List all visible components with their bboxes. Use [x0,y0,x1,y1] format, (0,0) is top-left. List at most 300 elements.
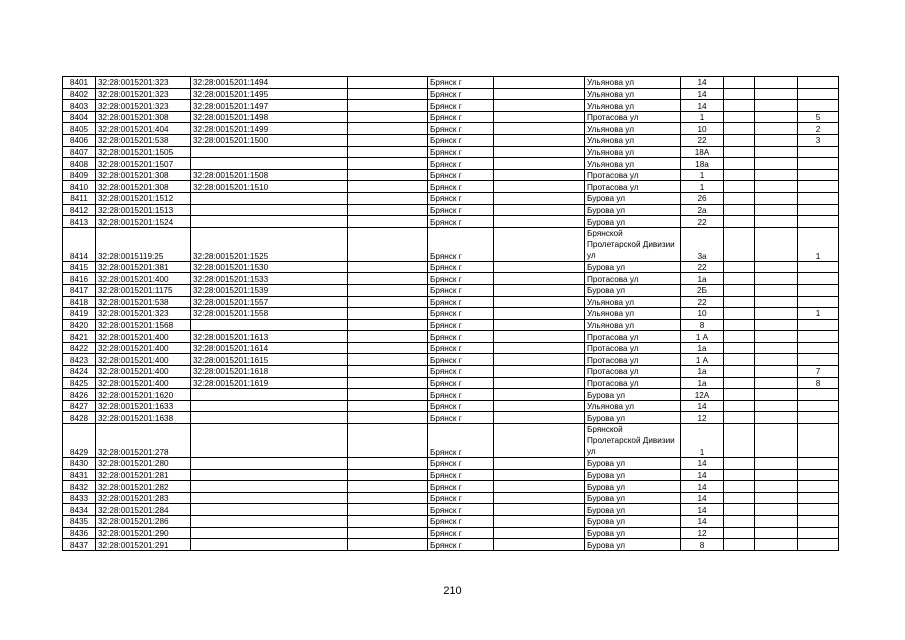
cell-street: Ульянова ул [585,400,681,412]
cell-object-number [191,458,348,470]
cell-apartment: 3 [798,134,839,146]
cell-row-number: 8403 [63,100,96,112]
cell-apartment [798,469,839,481]
cell-col-empty-b [494,100,585,112]
cell-col-empty-b [494,458,585,470]
cell-street: Бурова ул [585,192,681,204]
cell-row-number: 8404 [63,111,96,123]
cell-col-empty-b [494,261,585,273]
cell-col-empty-a [348,146,428,158]
cell-city: Брянск г [428,77,494,89]
cell-cadastral-number: 32:28:0015201:400 [96,377,191,389]
cell-col-empty-c [724,504,755,516]
cell-city: Брянск г [428,216,494,228]
table-row [63,216,839,228]
table-row [63,504,839,516]
cell-row-number: 8431 [63,469,96,481]
cell-apartment: 2 [798,123,839,135]
cell-street: Бурова ул [585,458,681,470]
cell-col-empty-b [494,273,585,285]
cell-col-empty-d [755,158,798,170]
cell-cadastral-number: 32:28:0015201:323 [96,77,191,89]
cell-cadastral-number: 32:28:0015201:1505 [96,146,191,158]
table-row [63,308,839,320]
cell-col-empty-c [724,111,755,123]
cell-col-empty-b [494,354,585,366]
cell-apartment [798,169,839,181]
cell-house: 22 [681,296,724,308]
cell-col-empty-b [494,492,585,504]
cell-col-empty-c [724,516,755,528]
cell-house: 14 [681,469,724,481]
cell-house: 12 [681,527,724,539]
table-row [63,111,839,123]
table-row [63,88,839,100]
cell-col-empty-c [724,273,755,285]
cell-city: Брянск г [428,273,494,285]
cell-row-number: 8437 [63,539,96,551]
cell-col-empty-a [348,111,428,123]
cell-col-empty-b [494,539,585,551]
cell-street: Бурова ул [585,469,681,481]
cell-apartment [798,539,839,551]
cell-col-empty-d [755,516,798,528]
cell-cadastral-number: 32:28:0015201:308 [96,169,191,181]
cell-object-number: 32:28:0015201:1500 [191,134,348,146]
cell-street: Ульянова ул [585,100,681,112]
cell-city: Брянск г [428,389,494,401]
cell-col-empty-a [348,366,428,378]
cell-col-empty-d [755,527,798,539]
cell-street: Брянской Пролетарской Дивизии ул [585,227,681,261]
cell-col-empty-c [724,123,755,135]
cell-object-number: 32:28:0015201:1530 [191,261,348,273]
cell-col-empty-b [494,169,585,181]
cell-row-number: 8416 [63,273,96,285]
cell-row-number: 8436 [63,527,96,539]
cell-object-number: 32:28:0015201:1533 [191,273,348,285]
cell-apartment [798,319,839,331]
cell-city: Брянск г [428,424,494,458]
cell-cadastral-number: 32:28:0015201:1524 [96,216,191,228]
cell-street: Протасова ул [585,366,681,378]
table-row [63,469,839,481]
cell-col-empty-a [348,424,428,458]
cell-house: 1а [681,377,724,389]
cell-house: 2а [681,204,724,216]
cell-apartment [798,458,839,470]
cell-col-empty-c [724,100,755,112]
cell-house: 1а [681,366,724,378]
cell-col-empty-c [724,412,755,424]
cell-col-empty-d [755,296,798,308]
cell-row-number: 8429 [63,424,96,458]
cell-apartment [798,261,839,273]
cell-street: Протасова ул [585,331,681,343]
table-row [63,492,839,504]
cell-street: Брянской Пролетарской Дивизии ул [585,424,681,458]
cell-cadastral-number: 32:28:0015201:1620 [96,389,191,401]
cell-apartment: 5 [798,111,839,123]
cell-col-empty-b [494,331,585,343]
cell-col-empty-b [494,366,585,378]
cell-col-empty-a [348,192,428,204]
cell-object-number: 32:28:0015201:1619 [191,377,348,389]
cell-city: Брянск г [428,111,494,123]
cell-apartment [798,492,839,504]
cell-street: Ульянова ул [585,123,681,135]
cell-col-empty-d [755,77,798,89]
cell-col-empty-a [348,504,428,516]
cell-col-empty-b [494,504,585,516]
cell-row-number: 8424 [63,366,96,378]
cell-col-empty-a [348,389,428,401]
cell-col-empty-a [348,284,428,296]
cell-street: Бурова ул [585,481,681,493]
cell-house: 14 [681,492,724,504]
cell-cadastral-number: 32:28:0015201:538 [96,134,191,146]
table-row [63,377,839,389]
cell-col-empty-c [724,261,755,273]
cell-col-empty-d [755,308,798,320]
cell-col-empty-b [494,216,585,228]
cell-col-empty-b [494,227,585,261]
cell-cadastral-number: 32:28:0015201:538 [96,296,191,308]
cell-city: Брянск г [428,481,494,493]
cell-cadastral-number: 32:28:0015201:400 [96,354,191,366]
cell-col-empty-c [724,319,755,331]
cell-object-number [191,492,348,504]
cell-house: 14 [681,504,724,516]
cell-house: 14 [681,100,724,112]
cell-col-empty-c [724,458,755,470]
cell-cadastral-number: 32:28:0015201:308 [96,181,191,193]
cell-city: Брянск г [428,296,494,308]
cell-object-number [191,516,348,528]
cell-street: Ульянова ул [585,88,681,100]
cell-apartment [798,331,839,343]
cell-street: Протасова ул [585,273,681,285]
cell-city: Брянск г [428,319,494,331]
table-row [63,100,839,112]
cell-city: Брянск г [428,492,494,504]
cell-city: Брянск г [428,123,494,135]
cell-cadastral-number: 32:28:0015201:291 [96,539,191,551]
cell-cadastral-number: 32:28:0015201:286 [96,516,191,528]
cell-city: Брянск г [428,504,494,516]
cell-apartment: 7 [798,366,839,378]
cell-col-empty-a [348,412,428,424]
cell-cadastral-number: 32:28:0015201:1633 [96,400,191,412]
table-row [63,366,839,378]
cell-col-empty-c [724,134,755,146]
cell-col-empty-a [348,204,428,216]
cell-col-empty-d [755,100,798,112]
cell-object-number [191,539,348,551]
table-row [63,204,839,216]
cell-col-empty-a [348,492,428,504]
cell-row-number: 8430 [63,458,96,470]
cell-col-empty-a [348,400,428,412]
cell-apartment [798,412,839,424]
cell-house: 18а [681,158,724,170]
cell-col-empty-b [494,308,585,320]
cell-house: 14 [681,400,724,412]
cell-city: Брянск г [428,134,494,146]
cell-house: 12А [681,389,724,401]
cell-col-empty-d [755,504,798,516]
cell-col-empty-a [348,458,428,470]
table-row [63,424,839,458]
cell-house: 10 [681,123,724,135]
cell-col-empty-b [494,134,585,146]
cell-col-empty-a [348,308,428,320]
cell-city: Брянск г [428,204,494,216]
cell-col-empty-d [755,169,798,181]
cell-city: Брянск г [428,192,494,204]
cell-city: Брянск г [428,331,494,343]
cell-col-empty-d [755,284,798,296]
cell-street: Протасова ул [585,181,681,193]
cell-col-empty-c [724,146,755,158]
table-row [63,261,839,273]
cell-house: 8 [681,539,724,551]
cell-col-empty-d [755,389,798,401]
cell-row-number: 8432 [63,481,96,493]
cell-house: 2Б [681,284,724,296]
cell-street: Бурова ул [585,516,681,528]
cell-street: Ульянова ул [585,319,681,331]
cell-street: Ульянова ул [585,158,681,170]
cell-house: 1 А [681,354,724,366]
cell-col-empty-c [724,366,755,378]
cell-col-empty-a [348,319,428,331]
cell-row-number: 8435 [63,516,96,528]
cell-object-number [191,389,348,401]
cell-col-empty-b [494,284,585,296]
cell-col-empty-c [724,169,755,181]
cell-city: Брянск г [428,458,494,470]
cell-col-empty-b [494,527,585,539]
cell-col-empty-c [724,400,755,412]
cell-apartment [798,284,839,296]
cell-row-number: 8427 [63,400,96,412]
cell-cadastral-number: 32:28:0015201:283 [96,492,191,504]
cell-object-number: 32:28:0015201:1494 [191,77,348,89]
cell-col-empty-d [755,88,798,100]
cell-cadastral-number: 32:28:0015201:1507 [96,158,191,170]
table-row [63,412,839,424]
cell-apartment: 8 [798,377,839,389]
cell-row-number: 8405 [63,123,96,135]
cell-street: Бурова ул [585,492,681,504]
cell-house: 14 [681,77,724,89]
cell-col-empty-c [724,204,755,216]
cell-col-empty-a [348,296,428,308]
cell-object-number [191,319,348,331]
cell-object-number: 32:28:0015201:1557 [191,296,348,308]
cell-col-empty-a [348,527,428,539]
cell-city: Брянск г [428,539,494,551]
cell-row-number: 8410 [63,181,96,193]
table-row [63,331,839,343]
cell-col-empty-a [348,169,428,181]
cell-row-number: 8428 [63,412,96,424]
cell-house: 22 [681,134,724,146]
cell-col-empty-a [348,539,428,551]
cell-col-empty-b [494,77,585,89]
cell-col-empty-b [494,389,585,401]
table-row [63,354,839,366]
cell-row-number: 8413 [63,216,96,228]
cell-house: 22 [681,261,724,273]
cell-object-number [191,527,348,539]
cell-col-empty-b [494,481,585,493]
cell-row-number: 8419 [63,308,96,320]
cell-row-number: 8433 [63,492,96,504]
cell-apartment [798,354,839,366]
cell-row-number: 8422 [63,342,96,354]
cell-city: Брянск г [428,146,494,158]
cell-object-number: 32:28:0015201:1615 [191,354,348,366]
cell-house: 1а [681,342,724,354]
cell-house: 1 [681,424,724,458]
cell-object-number: 32:28:0015201:1558 [191,308,348,320]
table-row [63,481,839,493]
cell-object-number [191,412,348,424]
cell-house: 3а [681,227,724,261]
cell-object-number: 32:28:0015201:1614 [191,342,348,354]
cell-apartment [798,296,839,308]
cell-object-number: 32:28:0015201:1613 [191,331,348,343]
cell-col-empty-c [724,539,755,551]
cell-col-empty-c [724,88,755,100]
cell-apartment [798,481,839,493]
cell-col-empty-d [755,331,798,343]
cell-object-number [191,146,348,158]
cell-object-number [191,192,348,204]
cell-col-empty-b [494,469,585,481]
cell-col-empty-c [724,424,755,458]
table-body [63,77,839,551]
cell-apartment [798,100,839,112]
cell-object-number: 32:28:0015201:1497 [191,100,348,112]
cell-street: Протасова ул [585,111,681,123]
cell-col-empty-d [755,146,798,158]
table-row [63,227,839,261]
table-row [63,284,839,296]
page-number: 210 [443,585,462,597]
cell-row-number: 8414 [63,227,96,261]
cell-col-empty-c [724,481,755,493]
cell-col-empty-b [494,424,585,458]
cell-col-empty-a [348,77,428,89]
cell-street: Ульянова ул [585,134,681,146]
cell-row-number: 8418 [63,296,96,308]
cell-street: Ульянова ул [585,146,681,158]
cell-col-empty-a [348,342,428,354]
cell-col-empty-d [755,481,798,493]
cell-col-empty-b [494,412,585,424]
cell-city: Брянск г [428,88,494,100]
cell-object-number: 32:28:0015201:1498 [191,111,348,123]
cell-col-empty-d [755,377,798,389]
table-row [63,400,839,412]
cell-street: Протасова ул [585,342,681,354]
cell-col-empty-b [494,146,585,158]
cell-apartment [798,504,839,516]
cell-col-empty-c [724,296,755,308]
cell-cadastral-number: 32:28:0015201:290 [96,527,191,539]
cell-apartment [798,527,839,539]
cell-street: Бурова ул [585,204,681,216]
table-row [63,158,839,170]
cell-cadastral-number: 32:28:0015201:1638 [96,412,191,424]
cell-city: Брянск г [428,284,494,296]
cell-row-number: 8420 [63,319,96,331]
cell-object-number [191,481,348,493]
cell-apartment [798,216,839,228]
cell-city: Брянск г [428,354,494,366]
cell-col-empty-a [348,469,428,481]
cell-city: Брянск г [428,342,494,354]
cell-row-number: 8409 [63,169,96,181]
cell-col-empty-d [755,354,798,366]
cell-object-number: 32:28:0015201:1510 [191,181,348,193]
cell-apartment [798,204,839,216]
cell-house: 14 [681,458,724,470]
cell-cadastral-number: 32:28:0015201:400 [96,366,191,378]
register-table [62,76,839,551]
cell-col-empty-b [494,111,585,123]
cell-col-empty-d [755,492,798,504]
cell-col-empty-c [724,389,755,401]
cell-col-empty-a [348,216,428,228]
cell-street: Бурова ул [585,389,681,401]
cell-col-empty-b [494,516,585,528]
cell-col-empty-c [724,331,755,343]
cell-row-number: 8411 [63,192,96,204]
cell-col-empty-c [724,284,755,296]
cell-col-empty-d [755,366,798,378]
cell-city: Брянск г [428,158,494,170]
cell-row-number: 8426 [63,389,96,401]
cell-apartment [798,146,839,158]
cell-apartment [798,192,839,204]
cell-object-number [191,469,348,481]
cell-row-number: 8421 [63,331,96,343]
table-row [63,527,839,539]
cell-apartment [798,88,839,100]
cell-house: 26 [681,192,724,204]
cell-col-empty-b [494,319,585,331]
cell-col-empty-c [724,227,755,261]
cell-house: 10 [681,308,724,320]
cell-city: Брянск г [428,377,494,389]
table-row [63,77,839,89]
cell-col-empty-b [494,377,585,389]
cell-col-empty-b [494,192,585,204]
cell-col-empty-d [755,111,798,123]
cell-col-empty-a [348,88,428,100]
cell-object-number: 32:28:0015201:1525 [191,227,348,261]
cell-col-empty-b [494,342,585,354]
cell-cadastral-number: 32:28:0015201:323 [96,88,191,100]
cell-object-number [191,424,348,458]
cell-street: Протасова ул [585,354,681,366]
cell-object-number [191,504,348,516]
table-row [63,539,839,551]
